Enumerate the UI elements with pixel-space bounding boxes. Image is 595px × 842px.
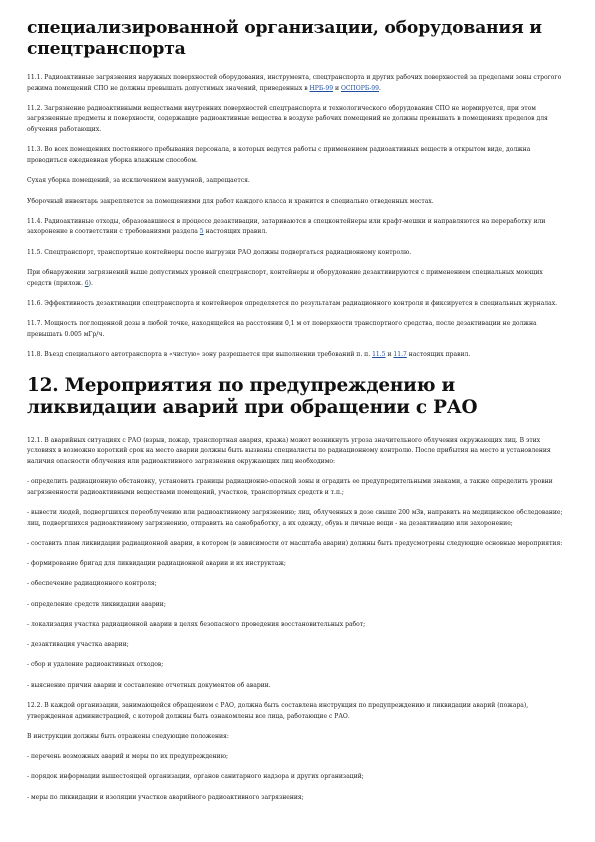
link-11-5[interactable]: 11.5 <box>372 350 386 358</box>
section-12-title: 12. Мероприятия по предупреждению и ликвидации аварий при обращении с РАО <box>27 374 478 418</box>
list-item: - вывести людей, подвергшихся переоблучению или радиоактивному загрязнению; лиц, облученных в дозе свыше 200 мЗв, направить на медицинское обследование; лиц, подвергшихся радиоактивному загрязнению, отправить на санобработку, а их одежду, обувь и личные вещи - на дезактивацию или захоронение; <box>27 508 563 527</box>
list-item: - определить радиационную обстановку, установить границы радиационно-опасной зоны и оградить ее предупредительными знаками, а также определить уровни загрязненности радиоактивными веществами помещений, участков, транспортных средств и т.п.; <box>27 478 553 496</box>
paragraph-text: 11.8. Въезд специального автотранспорта в «чистую» зону разрешается при выполнении требований п. п. <box>27 350 373 358</box>
list-item: - дезактивация участка аварии; <box>27 641 129 649</box>
list-item: - формирование бригад для ликвидации радиационной аварии и их инструктаж; <box>27 560 286 568</box>
list-item: - выяснение причин аварии и составление отчетных документов об аварии. <box>27 681 271 689</box>
paragraph-text: настоящих правил. <box>406 350 471 358</box>
list-item: - локализация участка радиационной аварии в целях безопасного проведения восстановительных работ; <box>27 620 366 628</box>
paragraph-text: При обнаружении загрязнений выше допустимых уровней спецтранспорт, контейнеры и оборудование дезактивируются с применением специальных моющих средств (прилож. <box>27 268 543 287</box>
paragraph-text: 11.4. Радиоактивные отходы, образовавшиеся в процессе дезактивации, затариваются в спецконтейнеры или крафт-мешки и направляются на переработку или захоронение в соответствии с требованиями раздела <box>27 217 546 236</box>
paragraph-dry-cleaning: Сухая уборка помещений, за исключением вакуумной, запрещается. <box>27 177 250 185</box>
section-title-continued: специализированной организации, оборудования и спецтранспорта <box>27 18 542 59</box>
paragraph-11-4 <box>27 217 568 238</box>
paragraph-text: и <box>385 350 394 358</box>
document-page <box>27 18 568 813</box>
paragraph-text: и <box>333 84 341 92</box>
link-section-5[interactable]: 5 <box>199 228 204 236</box>
paragraph-11-1 <box>27 73 568 94</box>
paragraph-12-2: 12.2. В каждой организации, занимающейся обращением с РАО, должна быть составлена инструкция по предупреждению и ликвидации аварий (пожара), утвержденная администрацией, с которой должны быть ознакомлены все лица, работающие с РАО. <box>27 702 529 720</box>
link-11-7[interactable]: 11.7 <box>393 350 407 358</box>
paragraph-11-6: 11.6. Эффективность дезактивации спецтранспорта и контейнеров определяется по результатам радиационного контроля и фиксируется в специальных журналах. <box>27 299 558 307</box>
paragraph-12-1: 12.1. В аварийных ситуациях с РАО (взрыв, пожар, транспортная авария, кража) может возникнуть угроза значительного облучения окружающих лиц. В этих условиях в возможно короткий срок на место аварии должны быть вызваны специалисты по радиационному контролю. После прибытия на место и установления наличия опасности облучения или радиоактивного загрязнения окружающих лиц необходимо: <box>27 436 551 465</box>
list-item: - меры по ликвидации и изоляции участков аварийного радиоактивного загрязнения; <box>27 793 304 801</box>
paragraph-instruction: В инструкции должны быть отражены следующие положения: <box>27 732 229 740</box>
paragraph-text: ). <box>88 279 93 287</box>
paragraph-11-5: 11.5. Спецтранспорт, транспортные контейнеры после выгрузки РАО должны подвергаться радиационному контролю. <box>27 248 412 256</box>
paragraph-11-3: 11.3. Во всех помещениях постоянного пребывания персонала, в которых ведутся работы с применением радиоактивных веществ в открытом виде, должна проводиться ежедневная уборка влажным способом. <box>27 146 531 164</box>
paragraph-text: 11.1. Радиоактивные загрязнения наружных поверхностей оборудования, инструмента, спецтранспорта и других рабочих поверхностей за пределами зоны строгого режима помещений СПО не должны превышать допустимых значений, приведенных в <box>27 74 562 92</box>
link-osporb-99[interactable]: ОСПОРБ-99 <box>340 84 380 92</box>
paragraph-11-8 <box>27 350 568 361</box>
paragraph-exceed <box>27 268 568 289</box>
paragraph-text: . <box>379 84 381 92</box>
paragraph-inventory: Уборочный инвентарь закрепляется за помещениями для работ каждого класса и хранится в специально отведенных местах. <box>27 197 434 205</box>
paragraph-text: настоящих правил. <box>203 228 268 236</box>
paragraph-11-7: 11.7. Мощность поглощенной дозы в любой точке, находящейся на расстоянии 0,1 м от поверхности транспортного средства, после дезактивации не должна превышать 0.005 мГр/ч. <box>27 320 537 338</box>
list-item: - перечень возможных аварий и меры по их предупреждению; <box>27 753 228 761</box>
link-appendix-6[interactable]: 6 <box>84 279 89 287</box>
list-item: - определение средств ликвидации аварии; <box>27 600 166 608</box>
link-nrb-99[interactable]: НРБ-99 <box>309 84 334 92</box>
list-item: - сбор и удаление радиоактивных отходов; <box>27 661 164 669</box>
paragraph-11-2: 11.2. Загрязнение радиоактивными веществами внутренних поверхностей спецтранспорта и технологического оборудования СПО не нормируется, при этом загрязненные предметы и поверхности, содержащие радиоактивные вещества в воздухе рабочих помещений не должны превышать в помещениях пределов для обучения работающих. <box>27 104 548 134</box>
list-item: - порядок информации вышестоящей организации, органов санитарного надзора и других организаций; <box>27 773 364 781</box>
list-item: - составить план ликвидации радиационной аварии, в котором (в зависимости от масштаба аварии) должны быть предусмотрены следующие основные мероприятия: <box>27 539 563 547</box>
list-item: - обеспечение радиационного контроля; <box>27 580 157 588</box>
